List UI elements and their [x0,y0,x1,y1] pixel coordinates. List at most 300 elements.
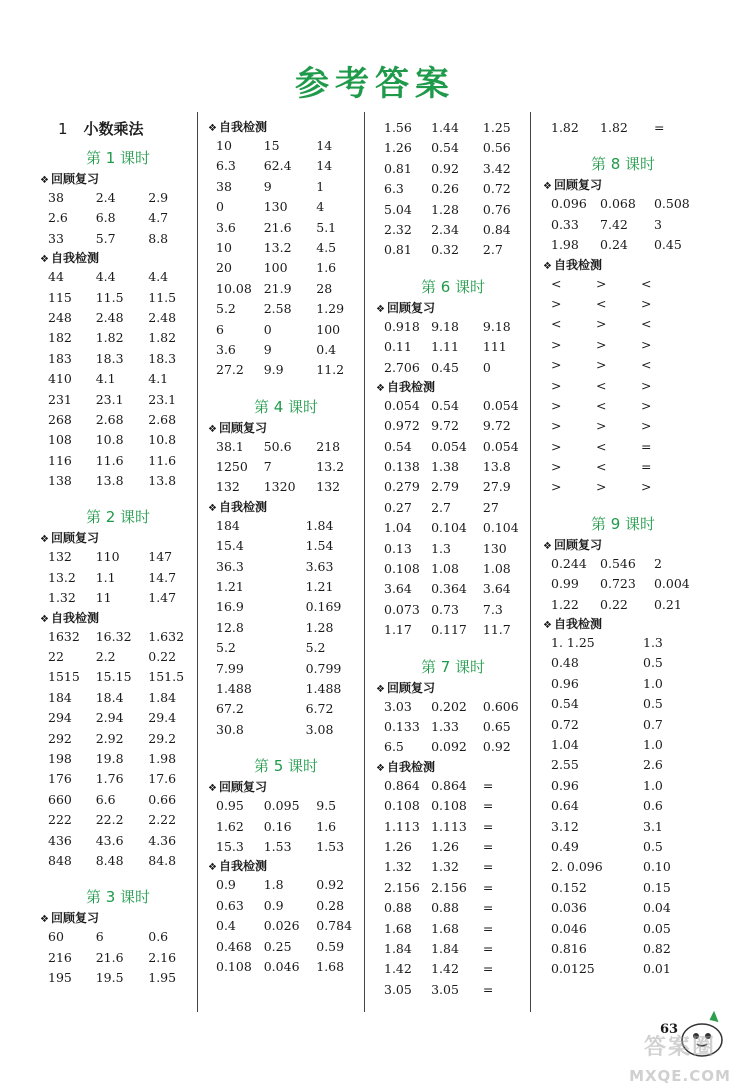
answer-value: 15.4 [216,538,244,554]
answer-row [543,898,703,918]
answer-value: 0.15 [643,879,671,895]
answer-row [40,369,196,389]
page-number: 63 [660,1022,679,1037]
answer-row [376,240,530,260]
answer-row [208,699,364,719]
answer-row [40,349,196,369]
answer-value: 184 [216,517,240,533]
answer-value: 3.05 [431,981,459,997]
answer-row [376,457,530,477]
answer-value: 1632 [48,628,80,644]
diamond-bullet-icon: ❖ [40,534,49,546]
answer-value: 9.18 [482,318,511,334]
answer-value: 1.488 [305,680,342,696]
column-divider-2 [364,112,365,1012]
answer-value: 6 [95,929,104,945]
answer-value: 151.5 [148,669,185,685]
answer-value: > [596,357,607,373]
answer-value: 0.54 [384,438,412,454]
answer-row [208,457,364,477]
answer-row [543,939,703,959]
answer-row [208,218,364,238]
answer-value: 1.28 [431,201,459,217]
answer-row [543,959,703,979]
answer-column-1 [40,118,196,989]
answer-value: 15.15 [95,669,132,685]
answer-value: 0.054 [431,438,467,454]
answer-value: 182 [48,330,72,346]
answer-value: 11.5 [148,289,177,305]
diamond-bullet-icon: ❖ [40,175,49,186]
answer-row [40,968,196,988]
answer-value: 0.104 [482,520,519,536]
answer-value: 21.6 [263,219,292,235]
answer-value: 0.59 [316,938,345,954]
answer-value: 0.0125 [551,961,595,977]
answer-value: 1.76 [95,771,124,787]
answer-value: 1.6 [316,260,337,276]
answer-value: 3.1 [643,818,663,834]
answer-value: 67.2 [216,701,244,717]
answer-value: 0.723 [600,576,636,592]
answer-value: > [551,479,562,495]
answer-row [208,197,364,217]
answer-value: > [641,295,652,311]
answer-value: 292 [48,730,72,746]
answer-value: 0 [263,321,272,337]
answer-value: 1.26 [431,838,459,854]
answer-column-2 [208,118,364,977]
answer-value: 4.4 [95,269,116,285]
answer-value: 9.5 [316,798,337,814]
answer-value: 268 [48,411,72,427]
answer-row [376,437,530,457]
answer-value: 0.84 [482,221,511,237]
answer-row [208,477,364,497]
answer-value: 0.606 [482,698,519,714]
answer-value: 1.38 [431,459,459,475]
answer-value: 0.918 [384,318,420,334]
answer-value: 1.82 [551,120,579,135]
answer-value: 198 [48,750,72,766]
answer-value: 11 [95,590,112,606]
answer-value: 20 [216,260,232,276]
diamond-bullet-icon: ❖ [208,862,217,874]
answer-value: 1.29 [316,301,345,317]
answer-row [376,980,530,1000]
lesson-heading: 第 1 课时 [85,149,151,167]
answer-value: 1.42 [431,961,459,977]
answer-row [543,595,703,615]
answer-value: 0.108 [384,798,420,814]
answer-value: 4.1 [95,371,116,387]
answer-value: 0.468 [216,938,252,954]
answer-value: 132 [316,479,341,495]
answer-column-3 [376,118,530,1000]
answer-row [543,274,703,294]
answer-value: 17.6 [148,771,177,787]
answer-value: 2.48 [148,309,177,325]
answer-value: 0.11 [384,339,412,355]
subsection-label: 回顾复习 [386,680,435,695]
answer-value: 2.156 [431,879,467,895]
answer-value: 1.04 [551,736,579,752]
answer-value: 2.94 [95,710,124,726]
answer-row [376,317,530,337]
answer-value: 1.84 [384,940,412,956]
answer-row [543,437,703,457]
answer-value: 0.026 [263,918,300,934]
answer-value: = [482,879,494,895]
answer-value: 0.28 [316,897,345,913]
diamond-bullet-icon: ❖ [40,914,49,926]
answer-value: 22 [48,649,64,665]
answer-value: 0.01 [643,961,671,977]
unit-number: 1 [58,120,68,138]
answer-row [543,776,703,796]
answer-row [208,437,364,457]
answer-value: 1.47 [148,590,177,606]
answer-row [543,416,703,436]
answer-value: 21.6 [95,949,124,965]
answer-value: 4.36 [148,832,177,848]
answer-value: 0.096 [551,196,587,212]
answer-value: 147 [148,549,173,565]
answer-row [543,554,703,574]
subsection-label: 自我检测 [386,379,435,394]
answer-value: 7.99 [216,660,244,676]
answer-row [376,200,530,220]
answer-value: < [641,357,652,373]
answer-value: 1.82 [95,330,124,346]
answer-row [376,396,530,416]
answer-value: 3.42 [482,160,511,176]
subsection-heading [376,299,530,317]
diamond-bullet-icon: ❖ [543,260,552,272]
answer-value: 183 [48,350,72,366]
answer-value: 0.48 [551,655,579,671]
answer-value: > [596,316,607,332]
subsection-heading [376,679,530,697]
lesson-heading: 第 5 课时 [253,757,319,776]
answer-row [208,156,364,176]
answer-value: > [551,336,562,352]
answer-value: 231 [48,391,72,407]
answer-row [40,451,196,471]
subsection-label: 自我检测 [50,251,99,266]
answer-row [543,335,703,355]
answer-value: = [482,838,494,854]
answer-row [40,810,196,830]
answer-row [543,477,703,497]
answer-value: 2.4 [95,190,116,205]
answer-value: 6.6 [95,791,116,807]
section-gap [208,381,364,395]
answer-row [40,188,196,208]
answer-value: 110 [95,549,120,565]
answer-value: 6 [216,321,224,337]
watermark [612,1030,748,1085]
lesson-heading: 第 3 课时 [85,888,151,907]
answer-row [208,177,364,197]
answer-value: 19.5 [95,970,124,986]
subsection-heading [376,758,530,776]
answer-value: = [641,459,652,475]
answer-value: 184 [48,689,72,705]
answer-row [208,679,364,699]
answer-row [208,340,364,360]
diamond-bullet-icon: ❖ [40,254,49,266]
answer-value: 8.8 [148,230,169,246]
answer-row [208,937,364,957]
answer-row [208,957,364,977]
answer-value: 1.84 [431,940,459,956]
answer-value: 130 [482,540,507,556]
answer-value: 0.81 [384,160,412,176]
answer-value: = [482,859,494,875]
answer-value: 1.26 [384,838,412,854]
section-gap [40,871,196,885]
answer-value: 0.244 [551,555,587,571]
answer-value: 11.6 [95,452,124,468]
answer-value: 1.42 [384,961,412,977]
answer-value: 0.108 [431,798,467,814]
answer-value: 0.036 [551,900,587,916]
answer-value: = [482,981,494,997]
answer-value: 7 [263,459,272,475]
answer-row [376,737,530,757]
subsection-heading [208,857,364,875]
diamond-bullet-icon: ❖ [376,382,385,394]
answer-value: 1.11 [431,339,459,355]
answer-value: 1.98 [551,237,579,253]
answer-row [208,299,364,319]
diamond-bullet-icon: ❖ [208,123,217,134]
answer-value: 0.092 [431,739,467,755]
answer-value: < [641,316,652,332]
answer-value: 0.05 [643,920,671,936]
answer-value: 13.2 [263,239,292,255]
answer-value: > [551,459,562,475]
answer-value: 1.08 [431,561,459,577]
answer-row [40,568,196,588]
answer-value: 10.8 [148,432,177,448]
answer-value: 0.26 [431,181,459,197]
answer-value: 0.54 [431,397,459,413]
answer-value: 2.6 [48,210,68,226]
answer-row [376,358,530,378]
answer-row [376,559,530,579]
answer-value: 1320 [263,479,296,495]
diamond-bullet-icon: ❖ [543,181,552,193]
answer-value: < [596,295,607,311]
answer-value: 0.104 [431,520,467,536]
answer-value: 2.79 [431,479,459,495]
answer-value: 100 [316,321,341,337]
answer-value: 33 [48,230,64,246]
answer-value: > [641,377,652,393]
answer-value: 6.3 [384,181,404,197]
answer-row [376,796,530,816]
answer-row [40,430,196,450]
answer-value: 1.113 [384,818,420,834]
answer-value: 0.5 [643,838,663,854]
column-divider-1 [197,112,198,1012]
answer-row [208,817,364,837]
answer-row [208,618,364,638]
answer-value: 1.68 [384,920,412,936]
answer-value: 0.13 [384,540,412,556]
answer-value: > [641,397,652,413]
answer-row [40,229,196,249]
answer-value: 0.64 [551,798,579,814]
answer-value: 1.04 [384,520,412,536]
answer-value: 1.54 [305,538,334,554]
subsection-label: 自我检测 [218,859,267,874]
answer-value: 1.3 [431,540,451,556]
answer-value: 1.53 [263,838,292,854]
answer-value: 0.32 [431,242,459,258]
answer-value: 5.2 [216,301,236,317]
answer-value: > [641,336,652,352]
answer-value: > [551,357,562,373]
answer-row [543,653,703,673]
answer-row [208,360,364,380]
answer-row [376,776,530,796]
answer-row [543,674,703,694]
answer-row [376,138,530,158]
column-body [376,118,530,1000]
subsection-heading [543,256,703,274]
answer-value: 60 [48,929,64,945]
answer-value: = [482,900,494,916]
answer-value: 0.82 [643,940,671,956]
answer-row [543,735,703,755]
answer-value: = [641,438,652,454]
answer-row [543,878,703,898]
answer-value: 848 [48,852,72,868]
answer-row [376,939,530,959]
section-gap [543,498,703,512]
diamond-bullet-icon: ❖ [40,613,49,625]
answer-value: 1.6 [316,818,337,834]
answer-row [543,633,703,653]
answer-value: 3 [653,216,662,232]
answer-value: 10 [216,239,232,255]
answer-value: > [641,418,652,434]
answer-value: < [596,397,607,413]
subsection-label: 自我检测 [50,610,99,625]
subsection-heading [543,536,703,554]
answer-value: 0.45 [431,359,459,375]
answer-value: 115 [48,289,72,305]
answer-row [40,688,196,708]
answer-value: 294 [48,710,72,726]
answer-row [376,579,530,599]
answer-value: 2.48 [95,309,124,325]
answer-value: 13.2 [316,459,345,475]
answer-value: = [482,961,494,977]
section-gap [208,740,364,754]
answer-value: 3.05 [384,981,412,997]
answer-value: 0.45 [653,237,682,253]
answer-value: 4.5 [316,239,337,255]
answer-value: 1.32 [431,859,459,875]
answer-value: 11.5 [95,289,124,305]
answer-value: > [596,336,607,352]
diamond-bullet-icon: ❖ [376,683,385,695]
answer-value: 1 [316,178,325,194]
unit-name: 小数乘法 [83,120,144,138]
answer-row [543,574,703,594]
answer-value: 29.2 [148,730,177,746]
section-gap [376,641,530,655]
answer-value: 2. 0.096 [551,859,603,875]
diamond-bullet-icon: ❖ [208,783,217,795]
subsection-label: 自我检测 [553,617,602,632]
answer-row [376,837,530,857]
subsection-label: 自我检测 [218,499,267,514]
answer-value: > [551,397,562,413]
answer-row [208,536,364,556]
answer-value: 1.488 [216,680,252,696]
answer-value: 1.68 [316,958,345,974]
answer-row [208,896,364,916]
answer-value: 0.27 [384,499,412,515]
answer-row [40,729,196,749]
answer-value: < [551,316,562,332]
answer-value: 30.8 [216,721,244,737]
watermark-url: MXQE.COM [629,1067,731,1085]
answer-value: 1.33 [431,718,459,734]
answer-row [208,516,364,536]
answer-value: 0.152 [551,879,587,895]
answer-value: 9.18 [431,318,459,334]
answer-value: 14.7 [148,569,177,585]
answer-value: 22.2 [95,812,124,828]
answer-value: 222 [48,812,72,828]
answer-value: 0.054 [482,438,519,454]
answer-row [208,597,364,617]
subsection-heading [40,909,196,927]
answer-value: 1.82 [600,120,628,135]
answer-value: 0.095 [263,798,300,814]
answer-value: 0 [216,199,224,215]
answer-value: 1.32 [384,859,412,875]
diamond-bullet-icon: ❖ [208,423,217,435]
answer-row [376,498,530,518]
answer-value: 0.33 [551,216,579,232]
answer-value: 0.7 [643,716,663,732]
answer-value: 2 [653,555,662,571]
answer-value: 0.046 [263,958,300,974]
answer-row [208,796,364,816]
answer-value: 1.8 [263,877,284,893]
subsection-heading [208,419,364,437]
answer-value: > [641,479,652,495]
answer-row [543,396,703,416]
answer-value: = [653,120,665,135]
answer-value: 9.72 [431,418,459,434]
answer-value: 0.73 [431,601,459,617]
answer-value: 0.138 [384,459,420,475]
answer-value: 0.72 [551,716,579,732]
answer-row [376,959,530,979]
answer-row [376,620,530,640]
answer-value: 6.72 [305,701,334,717]
answer-value: 1.26 [384,140,412,156]
answer-row [543,194,703,214]
